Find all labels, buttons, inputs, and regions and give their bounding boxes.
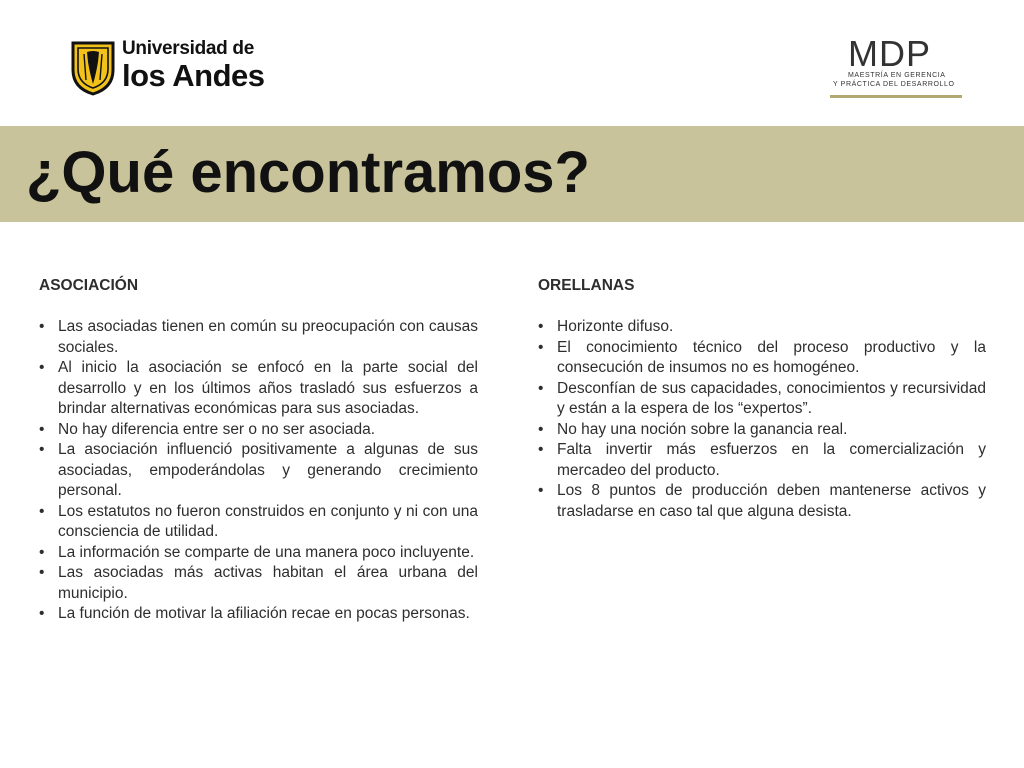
mdp-logo-subtitle-1: MAESTRÍA EN GERENCIA xyxy=(848,72,946,79)
mdp-logo xyxy=(830,34,965,102)
column-orellanas xyxy=(538,276,986,522)
list-item: • Desconfían de sus capacidades, conocimientos y recursividad y están a la espera de los “expertos”. xyxy=(538,379,986,420)
list-item: • No hay una noción sobre la ganancia real. xyxy=(538,420,986,441)
uniandes-logo xyxy=(70,38,265,98)
list-item: • La información se comparte de una manera poco incluyente. xyxy=(39,543,478,564)
list-item: • No hay diferencia entre ser o no ser asociada. xyxy=(39,420,478,441)
list-item: • La asociación influenció positivamente a algunas de sus asociadas, empoderándolas y generando crecimiento personal. xyxy=(39,440,478,502)
list-item: • Las asociadas tienen en común su preocupación con causas sociales. xyxy=(39,317,478,358)
list-item: • Las asociadas más activas habitan el área urbana del municipio. xyxy=(39,563,478,604)
mdp-logo-rule xyxy=(830,95,962,98)
column-heading: ORELLANAS xyxy=(538,277,635,294)
uniandes-logo-line2: los Andes xyxy=(122,58,265,93)
mdp-logo-title: MDP xyxy=(848,33,931,74)
mdp-logo-subtitle-2: Y PRÁCTICA DEL DESARROLLO xyxy=(833,81,955,88)
column-asociacion xyxy=(39,276,478,625)
list-item: • Al inicio la asociación se enfocó en la parte social del desarrollo y en los últimos años trasladó sus esfuerzos a brindar alternativas económicas para sus asociadas. xyxy=(39,358,478,420)
title-band xyxy=(0,126,1024,222)
list-item: • Horizonte difuso. xyxy=(538,317,986,338)
column-heading: ASOCIACIÓN xyxy=(39,277,139,294)
list-item: • La función de motivar la afiliación recae en pocas personas. xyxy=(39,604,478,625)
uniandes-logo-line1: Universidad de xyxy=(122,38,255,59)
bullet-list xyxy=(39,317,478,625)
list-item: • Falta invertir más esfuerzos en la comercialización y mercadeo del producto. xyxy=(538,440,986,481)
list-item: • Los estatutos no fueron construidos en conjunto y ni con una consciencia de utilidad. xyxy=(39,502,478,543)
bullet-list xyxy=(538,317,986,522)
list-item: • El conocimiento técnico del proceso productivo y la consecución de insumos no es homogéneo. xyxy=(538,338,986,379)
list-item: • Los 8 puntos de producción deben mantenerse activos y trasladarse en caso tal que alguna desista. xyxy=(538,481,986,522)
shield-icon xyxy=(70,40,116,96)
page-title: ¿Qué encontramos? xyxy=(26,140,590,205)
